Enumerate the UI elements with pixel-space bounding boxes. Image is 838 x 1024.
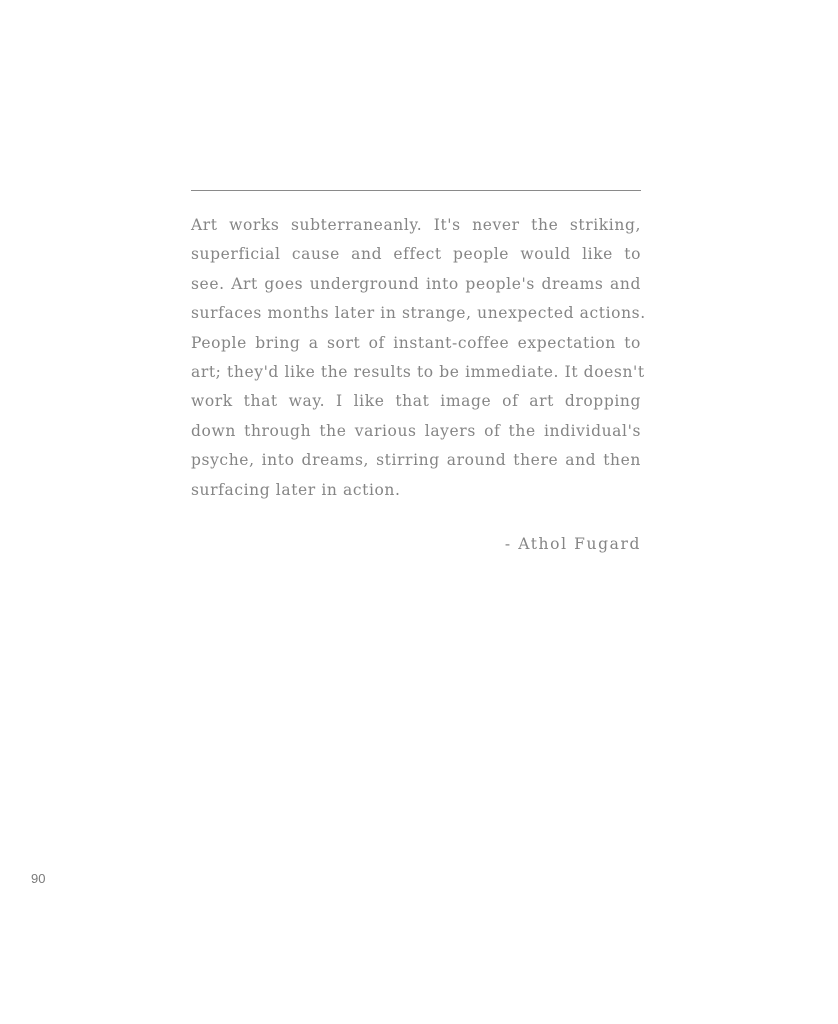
quote-line: see. Art goes underground into people's dreams and	[191, 274, 641, 293]
quote-line: surfacing later in action.	[191, 480, 401, 499]
quote-line: surfaces months later in strange, unexpected actions.	[191, 304, 646, 323]
quote-line: art; they'd like the results to be immediate. It doesn't	[191, 363, 645, 382]
quote-line: work that way. I like that image of art dropping	[191, 392, 641, 411]
quote-block	[191, 211, 646, 505]
quote-line: psyche, into dreams, stirring around there and then	[191, 451, 641, 470]
quote-line: People bring a sort of instant-coffee expectation to	[191, 333, 641, 352]
quote-line: superficial cause and effect people would like to	[191, 245, 641, 264]
page-number: 90	[31, 871, 46, 886]
quote-line: down through the various layers of the individual's	[191, 421, 641, 440]
quote-line: Art works subterraneanly. It's never the striking,	[191, 216, 641, 234]
quote-attribution: - Athol Fugard	[504, 535, 641, 553]
top-divider-rule	[191, 190, 641, 191]
